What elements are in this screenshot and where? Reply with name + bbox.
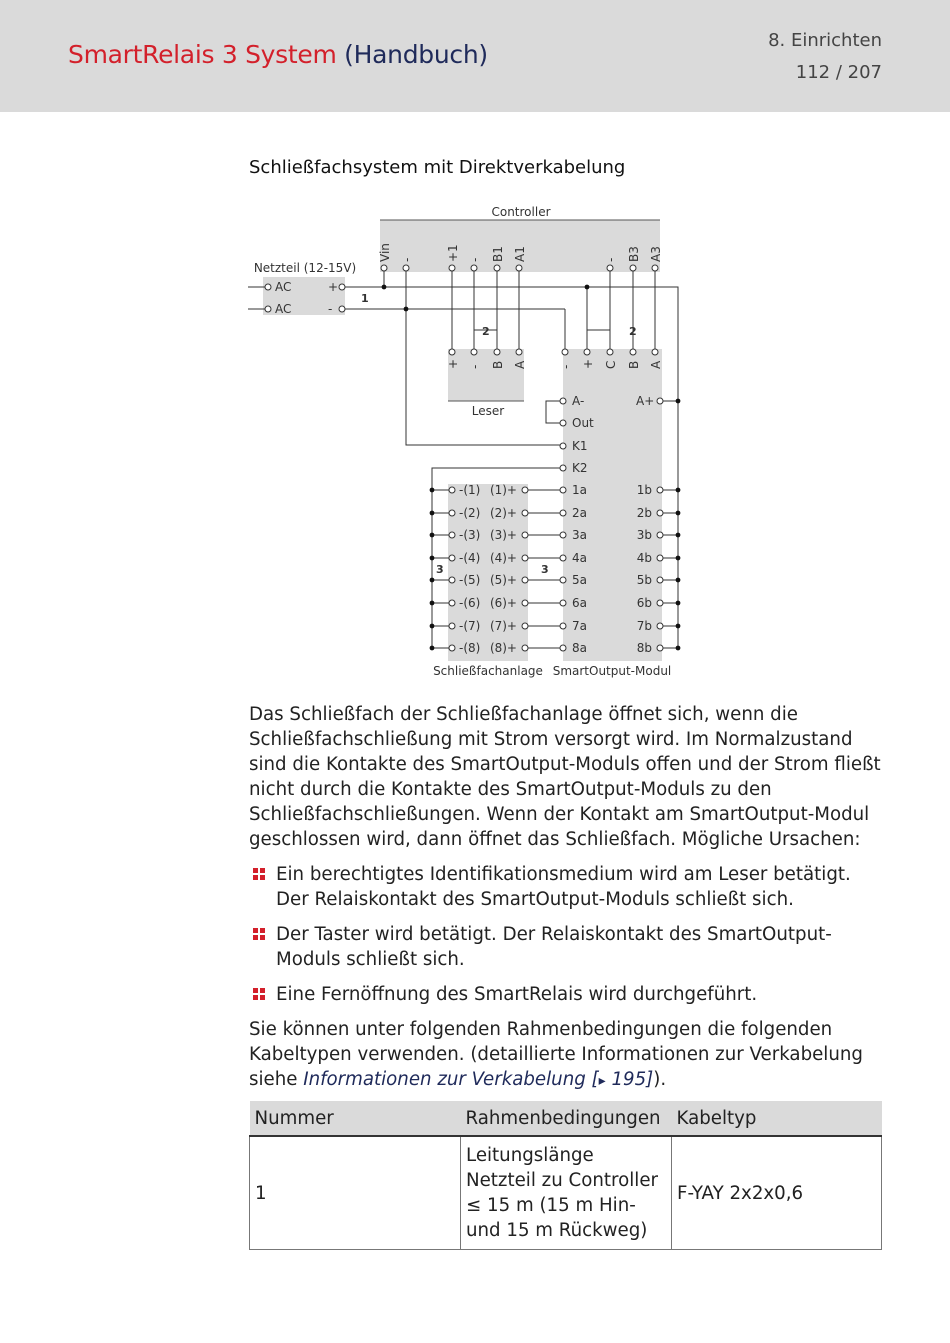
terminal-pin xyxy=(652,349,658,355)
module-terminal-label: Out xyxy=(572,416,594,430)
module-channel-a-label: 1a xyxy=(572,483,587,497)
locker-plus-label: (4)+ xyxy=(489,551,517,565)
terminal-pin xyxy=(449,645,455,651)
junction-dot xyxy=(430,488,435,493)
terminal-pin xyxy=(516,349,522,355)
bullet-icon xyxy=(253,988,265,1000)
column-header: Rahmenbedingungen xyxy=(461,1101,672,1136)
column-header: Kabeltyp xyxy=(672,1101,882,1136)
terminal-pin xyxy=(449,265,455,271)
cable-1-label: 1 xyxy=(361,292,369,305)
module-channel-a-label: 7a xyxy=(572,619,587,633)
terminal-pin xyxy=(449,600,455,606)
terminal-pin xyxy=(522,510,528,516)
junction-dot xyxy=(404,307,409,312)
terminal-pin xyxy=(494,265,500,271)
bullet-item xyxy=(253,982,886,1007)
psu-label: Netzteil (12-15V) xyxy=(253,261,357,275)
module-channel-b-label: 4b xyxy=(636,551,652,565)
junction-dot xyxy=(676,578,681,583)
page-header xyxy=(0,0,950,112)
terminal-pin xyxy=(560,465,566,471)
junction-dot xyxy=(676,601,681,606)
junction-dot xyxy=(676,399,681,404)
terminal-pin xyxy=(657,645,663,651)
reader-pin-label: + xyxy=(446,358,460,369)
locker-minus-label: -(3) xyxy=(459,528,481,542)
locker-minus-label: -(7) xyxy=(459,619,481,633)
terminal-pin xyxy=(522,487,528,493)
junction-dot xyxy=(676,556,681,561)
terminal-pin xyxy=(522,600,528,606)
terminal-pin xyxy=(657,555,663,561)
terminal-pin xyxy=(265,284,271,290)
module-label: SmartOutput-Modul xyxy=(552,664,672,678)
module-side-right-label: A+ xyxy=(636,394,655,408)
locker-minus-label: -(1) xyxy=(459,483,481,497)
terminal-pin xyxy=(560,420,566,426)
terminal-pin xyxy=(449,487,455,493)
bullet-item xyxy=(253,862,886,912)
table-cell-condition: Leitungslänge Netzteil zu Controller ≤ 15 m (15 m Hin- und 15 m Rückweg) xyxy=(461,1136,672,1250)
terminal-pin xyxy=(560,645,566,651)
module-terminal-label: K1 xyxy=(572,439,588,453)
brand-name: SmartRelais 3 System xyxy=(68,40,337,69)
intro-paragraph: Das Schließfach der Schließfachanlage öffnet sich, wenn die Schließfachschließung mit Strom versorgt wird. Im Normalzustand sind die Kontakte des SmartOutput-Moduls offen und der Strom fließt nicht durch die Kontakte des SmartOutput-Moduls zu den Schließfachschließungen. Wenn der Kontakt am SmartOutput-Modul geschlossen wird, dann öffnet das Schließfach. Mögliche Ursachen: xyxy=(249,704,881,850)
module-channel-a-label: 8a xyxy=(572,641,587,655)
terminal-pin xyxy=(522,645,528,651)
chapter-label: 8. Einrichten xyxy=(768,30,882,51)
junction-dot xyxy=(430,578,435,583)
module-channel-b-label: 8b xyxy=(636,641,652,655)
locker-minus-label: -(4) xyxy=(459,551,481,565)
terminal-pin xyxy=(657,532,663,538)
terminal-pin xyxy=(522,577,528,583)
link-page: 195] xyxy=(605,1069,654,1090)
locker-plus-label: (5)+ xyxy=(489,573,517,587)
controller-pin-label: B3 xyxy=(627,246,641,262)
table-header-row xyxy=(250,1101,882,1136)
table-row xyxy=(250,1136,882,1250)
locker-minus-label: -(2) xyxy=(459,506,481,520)
terminal-pin xyxy=(562,349,568,355)
locker-plus-label: (3)+ xyxy=(489,528,517,542)
controller-pin-label: Vin xyxy=(378,243,392,262)
document-subtitle: (Handbuch) xyxy=(344,40,488,69)
terminal-pin xyxy=(560,443,566,449)
junction-dot xyxy=(430,533,435,538)
terminal-pin xyxy=(657,398,663,404)
terminal-pin xyxy=(560,398,566,404)
table-cell-number: 1 xyxy=(250,1136,461,1250)
terminal-pin xyxy=(339,306,345,312)
bullet-icon xyxy=(253,928,265,940)
section-title: Schließfachsystem mit Direktverkabelung xyxy=(249,157,626,178)
cable-table xyxy=(249,1101,882,1250)
module-channel-a-label: 4a xyxy=(572,551,587,565)
bullet-text: Eine Fernöffnung des SmartRelais wird durchgeführt. xyxy=(276,984,758,1005)
junction-dot xyxy=(676,488,681,493)
reader-label: Leser xyxy=(471,404,505,418)
psu-row-1-left: AC xyxy=(275,280,292,294)
controller-pin-label: A3 xyxy=(649,246,663,262)
terminal-pin xyxy=(560,532,566,538)
terminal-pin xyxy=(449,577,455,583)
cable-2-label-right: 2 xyxy=(629,325,637,338)
wiring-diagram xyxy=(0,195,950,685)
link-text: Informationen zur Verkabelung [ xyxy=(303,1069,599,1090)
controller-label: Controller xyxy=(491,205,551,219)
terminal-pin xyxy=(607,349,613,355)
locker-minus-label: -(5) xyxy=(459,573,481,587)
terminal-pin xyxy=(584,349,590,355)
terminal-pin xyxy=(403,265,409,271)
locker-plus-label: (2)+ xyxy=(489,506,517,520)
terminal-pin xyxy=(657,623,663,629)
module-pin-label: B xyxy=(627,360,641,369)
reader-pin-label: - xyxy=(468,364,482,369)
junction-dot xyxy=(430,511,435,516)
terminal-pin xyxy=(560,600,566,606)
junction-dot xyxy=(676,646,681,651)
terminal-pin xyxy=(607,265,613,271)
junction-dot xyxy=(585,285,590,290)
terminal-pin xyxy=(522,532,528,538)
module-channel-b-label: 7b xyxy=(636,619,652,633)
terminal-pin xyxy=(657,487,663,493)
terminal-pin xyxy=(657,600,663,606)
controller-pin-label: - xyxy=(468,257,482,262)
cable-text-end: ). xyxy=(653,1069,667,1090)
psu-row-2-right: - xyxy=(328,302,333,316)
controller-pin-label: B1 xyxy=(491,246,505,262)
cable-paragraph xyxy=(249,1017,889,1094)
module-channel-b-label: 3b xyxy=(636,528,652,542)
module-pin-label: + xyxy=(581,358,595,369)
module-terminal-label: A- xyxy=(572,394,585,408)
terminal-pin xyxy=(560,623,566,629)
module-channel-b-label: 1b xyxy=(636,483,652,497)
terminal-pin xyxy=(449,555,455,561)
module-pin-label: C xyxy=(604,360,618,369)
cable-2-label-left: 2 xyxy=(482,325,490,338)
terminal-pin xyxy=(516,265,522,271)
module-channel-a-label: 3a xyxy=(572,528,587,542)
module-pin-label: - xyxy=(559,364,573,369)
psu-row-1-right: + xyxy=(328,280,339,294)
terminal-pin xyxy=(449,623,455,629)
reader-box xyxy=(448,349,524,401)
bullet-text: Ein berechtigtes Identifikationsmedium wird am Leser betätigt. Der Relaiskontakt des SmartOutput-Moduls schließt sich. xyxy=(276,864,851,910)
module-channel-b-label: 6b xyxy=(636,596,652,610)
cable-3-label-right: 3 xyxy=(541,563,549,576)
document-title xyxy=(68,40,488,69)
page-arrow-icon: ▸ xyxy=(598,1073,606,1089)
column-header: Nummer xyxy=(250,1101,461,1136)
junction-dot xyxy=(430,601,435,606)
module-channel-b-label: 5b xyxy=(636,573,652,587)
controller-pin-label: +1 xyxy=(446,244,460,262)
locker-label: Schließfachanlage xyxy=(433,664,543,678)
terminal-pin xyxy=(560,555,566,561)
junction-dot xyxy=(430,624,435,629)
cable-info-link[interactable] xyxy=(303,1069,653,1090)
module-terminal-label: K2 xyxy=(572,461,588,475)
terminal-pin xyxy=(657,577,663,583)
reader-pin-label: B xyxy=(491,360,505,369)
module-channel-b-label: 2b xyxy=(636,506,652,520)
junction-dot xyxy=(430,556,435,561)
bullet-item xyxy=(253,922,886,972)
module-pin-label: A xyxy=(649,360,663,369)
terminal-pin xyxy=(560,487,566,493)
terminal-pin xyxy=(630,265,636,271)
module-channel-a-label: 2a xyxy=(572,506,587,520)
module-channel-a-label: 6a xyxy=(572,596,587,610)
page-number: 112 / 207 xyxy=(795,62,882,83)
controller-pin-label: A1 xyxy=(513,246,527,262)
psu-row-2-left: AC xyxy=(275,302,292,316)
terminal-pin xyxy=(560,510,566,516)
terminal-pin xyxy=(449,510,455,516)
module-channel-a-label: 5a xyxy=(572,573,587,587)
junction-dot xyxy=(382,285,387,290)
terminal-pin xyxy=(657,510,663,516)
terminal-pin xyxy=(471,265,477,271)
terminal-pin xyxy=(494,349,500,355)
terminal-pin xyxy=(339,284,345,290)
junction-dot xyxy=(676,624,681,629)
locker-plus-label: (6)+ xyxy=(489,596,517,610)
cable-3-label-left: 3 xyxy=(436,563,444,576)
bullet-text: Der Taster wird betätigt. Der Relaiskontakt des SmartOutput-Moduls schließt sich. xyxy=(276,924,832,970)
terminal-pin xyxy=(381,265,387,271)
terminal-pin xyxy=(560,577,566,583)
terminal-pin xyxy=(449,349,455,355)
controller-box xyxy=(380,220,660,272)
junction-dot xyxy=(430,646,435,651)
terminal-pin xyxy=(522,623,528,629)
locker-minus-label: -(6) xyxy=(459,596,481,610)
table-cell-cable-type: F-YAY 2x2x0,6 xyxy=(672,1136,882,1250)
locker-plus-label: (8)+ xyxy=(489,641,517,655)
cable-text: Sie können unter folgenden Rahmenbedingungen die folgenden Kabeltypen verwenden. (detaillierte Informationen zur Verkabelung siehe xyxy=(249,1019,863,1090)
terminal-pin xyxy=(471,349,477,355)
terminal-pin xyxy=(449,532,455,538)
locker-minus-label: -(8) xyxy=(459,641,481,655)
terminal-pin xyxy=(652,265,658,271)
junction-dot xyxy=(676,533,681,538)
terminal-pin xyxy=(265,306,271,312)
junction-dot xyxy=(676,511,681,516)
reader-pin-label: A xyxy=(513,360,527,369)
controller-pin-label: - xyxy=(604,257,618,262)
a-out-bridge xyxy=(546,401,560,423)
terminal-pin xyxy=(630,349,636,355)
locker-plus-label: (1)+ xyxy=(489,483,517,497)
locker-plus-label: (7)+ xyxy=(489,619,517,633)
terminal-pin xyxy=(522,555,528,561)
controller-pin-label: - xyxy=(400,257,414,262)
bullet-icon xyxy=(253,868,265,880)
